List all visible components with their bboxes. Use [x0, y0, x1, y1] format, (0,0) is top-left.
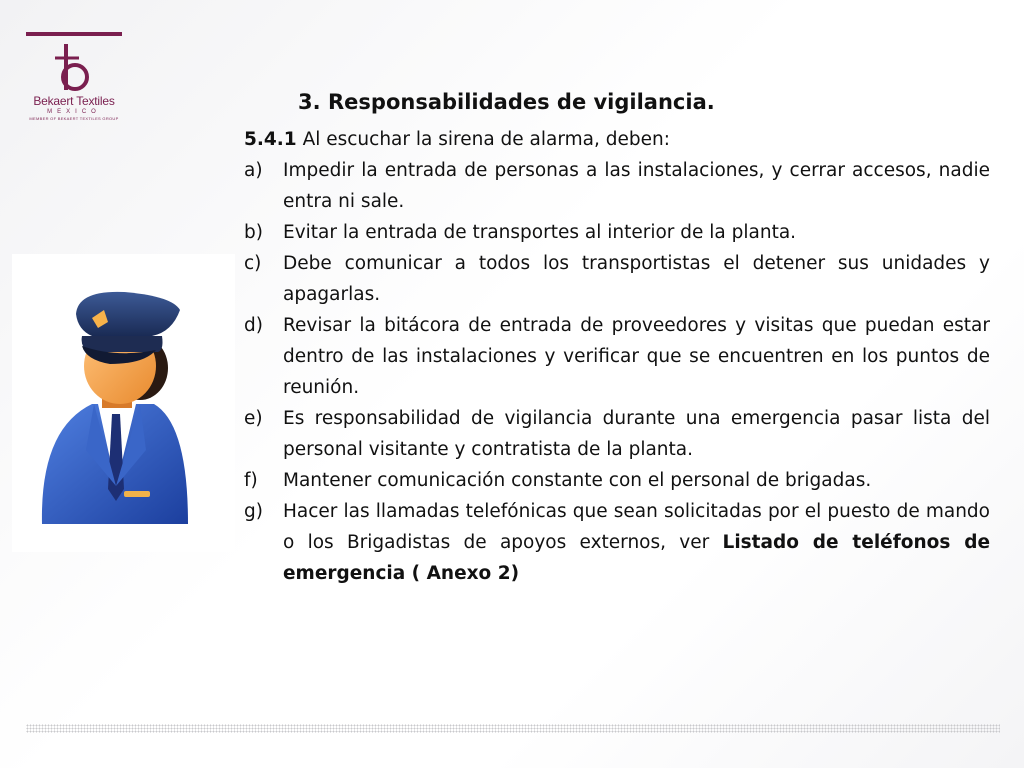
- list-item-text: Debe comunicar a todos los transportistas el detener sus unidades y apagarlas.: [283, 253, 990, 305]
- logo-member-line: MEMBER OF BEKAERT TEXTILES GROUP: [29, 116, 119, 121]
- emergency-phone-list-reference: Listado de teléfonos de emergencia ( Anexo 2): [283, 532, 990, 584]
- footer-dotted-band: [26, 724, 1000, 733]
- list-item-label: a): [244, 160, 263, 181]
- list-item: [244, 310, 990, 403]
- list-item-label: e): [244, 408, 263, 429]
- subsection-text: Al escuchar la sirena de alarma, deben:: [296, 129, 670, 150]
- list-item-label: f): [244, 470, 258, 491]
- list-item-text: Es responsabilidad de vigilancia durante una emergencia pasar lista del personal visitante y contratista de la planta.: [283, 408, 990, 460]
- list-item: [244, 217, 990, 248]
- list-item-label: d): [244, 315, 263, 336]
- list-item-text-part: Hacer las llamadas telefónicas que sean solicitadas por el puesto de mando o los Brigadistas de apoyos externos, ver: [283, 501, 990, 553]
- company-logo: [24, 32, 124, 124]
- logo-brand-name: Bekaert Textiles: [33, 94, 115, 108]
- list-item-label: g): [244, 501, 263, 522]
- list-item-text: Impedir la entrada de personas a las instalaciones, y cerrar accesos, nadie entra ni sale.: [283, 160, 990, 212]
- list-item: [244, 496, 990, 589]
- list-item-label: b): [244, 222, 263, 243]
- list-item: [244, 155, 990, 217]
- subsection-intro: [244, 124, 990, 155]
- section-number: 3.: [298, 90, 321, 114]
- subsection-number: 5.4.1: [244, 129, 297, 150]
- logo-country: MEXICO: [47, 109, 101, 115]
- list-item-label: c): [244, 253, 262, 274]
- responsibilities-content: [244, 124, 990, 589]
- section-title: [298, 90, 715, 114]
- list-item-text: [283, 496, 990, 589]
- list-item-text: Mantener comunicación constante con el personal de brigadas.: [283, 470, 872, 491]
- list-item: [244, 248, 990, 310]
- bt-monogram-icon: [53, 44, 95, 92]
- logo-top-bar: [26, 32, 122, 36]
- list-item-text: Revisar la bitácora de entrada de proveedores y visitas que puedan estar dentro de las instalaciones y verificar que se encuentren en los puntos de reunión.: [283, 315, 990, 398]
- list-item-text: Evitar la entrada de transportes al interior de la planta.: [283, 222, 797, 243]
- list-item: [244, 403, 990, 465]
- security-guard-icon: [12, 254, 235, 552]
- list-item: [244, 465, 990, 496]
- section-title-text: Responsabilidades de vigilancia.: [328, 90, 715, 114]
